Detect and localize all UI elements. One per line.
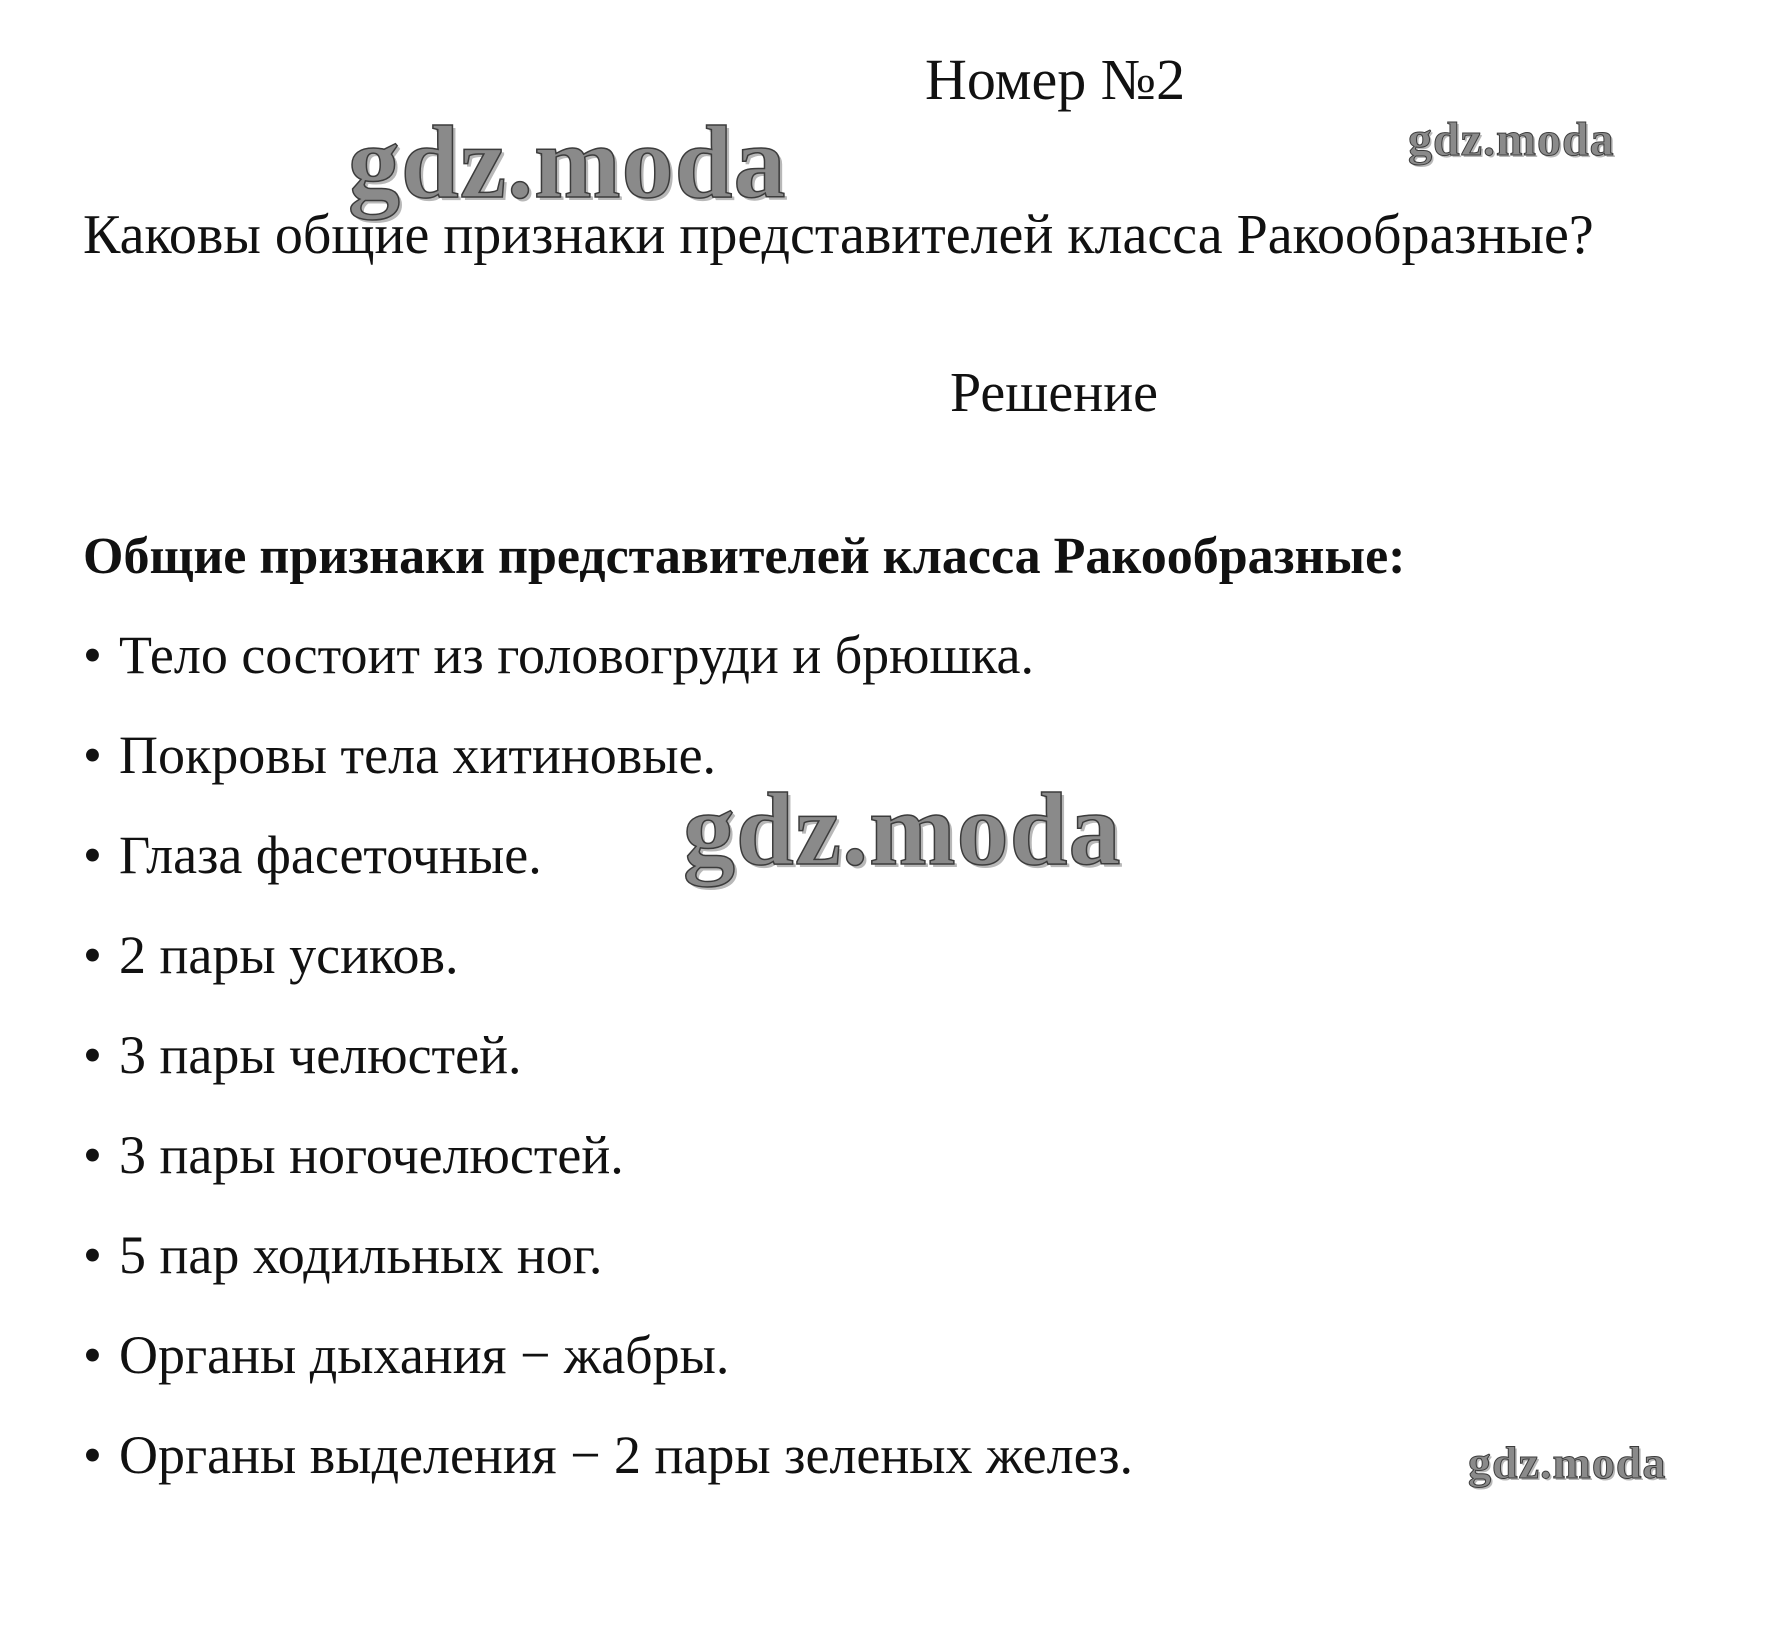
- list-item-text: Органы дыхания − жабры.: [119, 1325, 730, 1385]
- bullet: •: [83, 1225, 102, 1285]
- bullet: •: [83, 1125, 102, 1185]
- watermark-logo: gdz.moda: [1468, 1437, 1667, 1488]
- list-item-text: Глаза фасеточные.: [119, 825, 542, 885]
- list-item: [83, 920, 1133, 1020]
- bullet: •: [83, 725, 102, 785]
- bullet: •: [83, 825, 102, 885]
- bullet: •: [83, 1425, 102, 1485]
- page-number: Номер №2: [925, 47, 1186, 112]
- list-item: [83, 1020, 1133, 1120]
- list-item-text: 5 пар ходильных ног.: [119, 1225, 603, 1285]
- list-item: [83, 620, 1133, 720]
- watermark-logo: gdz.moda: [683, 772, 1122, 887]
- solution-label: Решение: [950, 362, 1159, 424]
- watermark-logo: gdz.moda: [1408, 113, 1615, 166]
- list-item-text: Органы выделения − 2 пары зеленых желез.: [119, 1425, 1134, 1485]
- bullet: •: [83, 1025, 102, 1085]
- answer-list: [83, 620, 1133, 1520]
- list-item-text: 2 пары усиков.: [119, 925, 459, 985]
- list-item-text: Тело состоит из головогруди и брюшка.: [119, 625, 1034, 685]
- answer-heading: Общие признаки представителей класса Ракообразные:: [83, 528, 1406, 585]
- bullet: •: [83, 625, 102, 685]
- list-item: [83, 1420, 1133, 1520]
- list-item: [83, 1220, 1133, 1320]
- bullet: •: [83, 1325, 102, 1385]
- list-item-text: 3 пары челюстей.: [119, 1025, 522, 1085]
- question-text: Каковы общие признаки представителей класса Ракообразные?: [83, 204, 1594, 266]
- list-item: [83, 1320, 1133, 1420]
- list-item-text: Покровы тела хитиновые.: [119, 725, 717, 785]
- list-item: [83, 1120, 1133, 1220]
- bullet: •: [83, 925, 102, 985]
- watermark-logo: gdz.moda: [348, 105, 787, 220]
- list-item-text: 3 пары ногочелюстей.: [119, 1125, 624, 1185]
